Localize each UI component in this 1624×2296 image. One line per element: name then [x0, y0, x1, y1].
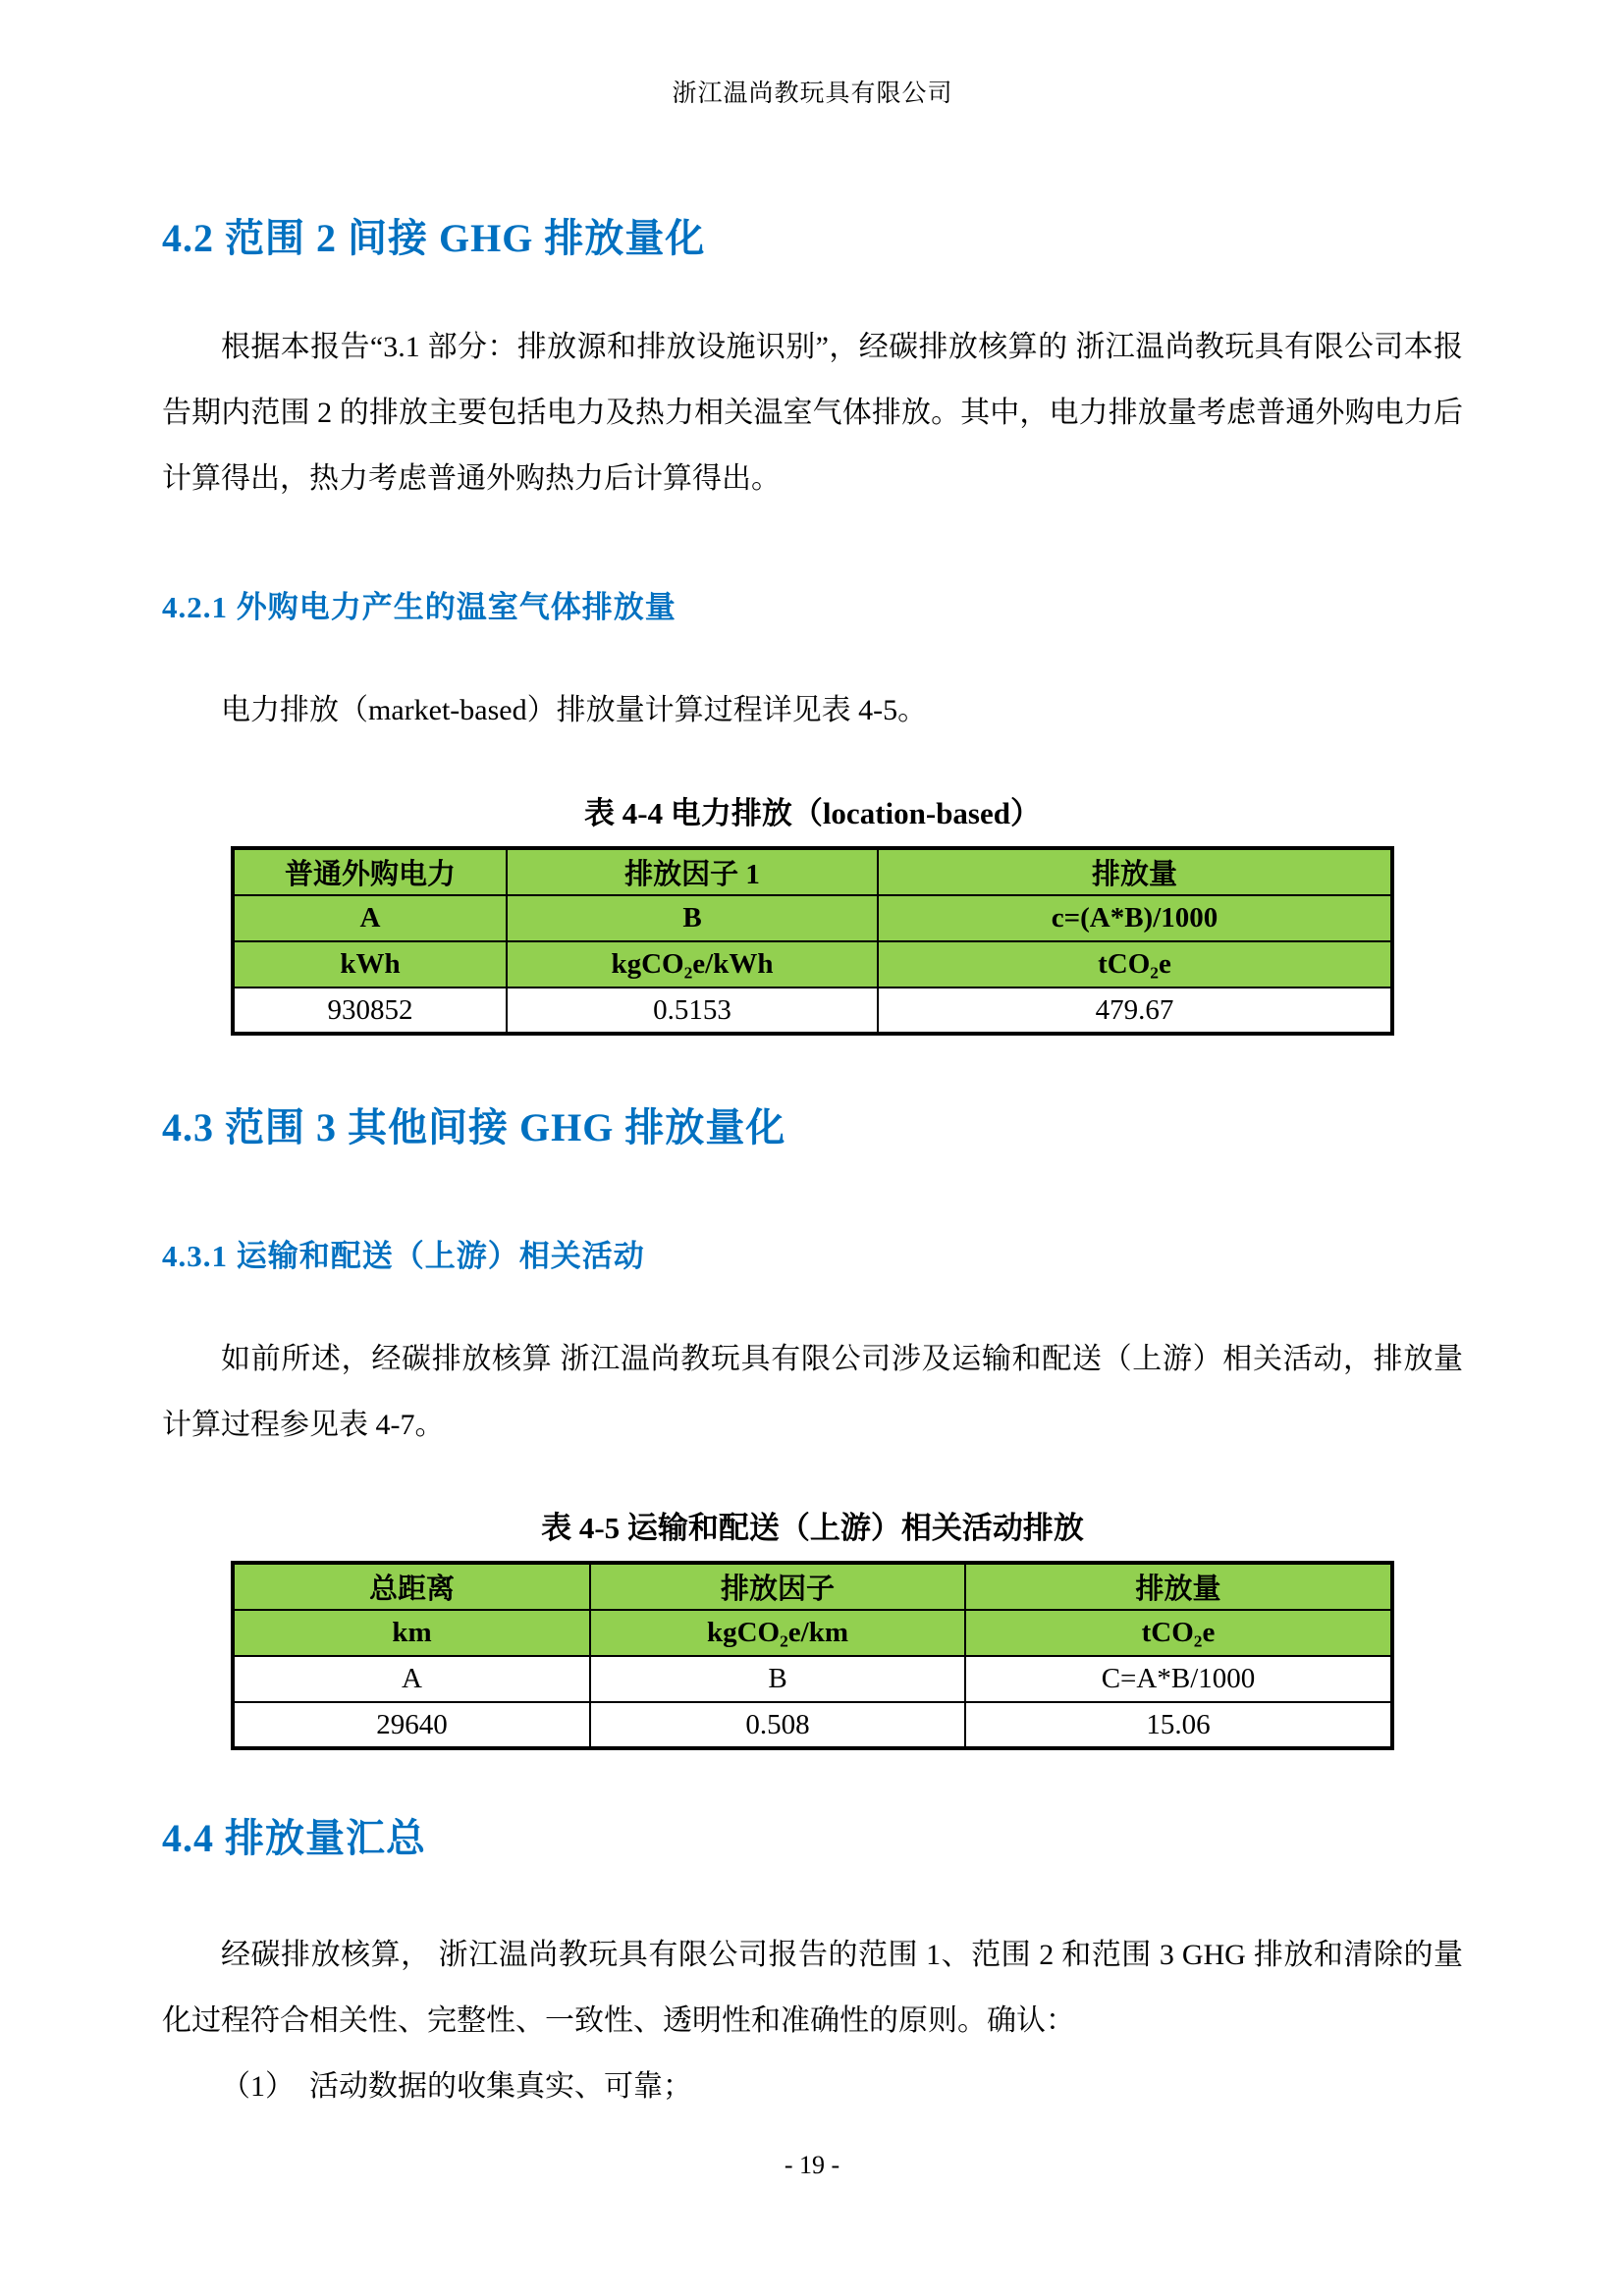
paragraph-4-4: 经碳排放核算， 浙江温尚教玩具有限公司报告的范围 1、范围 2 和范围 3 GHG 排放和清除的量化过程符合相关性、完整性、一致性、透明性和准确性的原则。确认：	[162, 1939, 1463, 2037]
table-cell: B	[507, 895, 878, 941]
table-cell: 479.67	[878, 988, 1392, 1034]
table-cell: 29640	[233, 1702, 590, 1748]
section-heading-4-2: 4.2 范围 2 间接 GHG 排放量化	[162, 216, 706, 260]
table-cell: A	[233, 895, 507, 941]
table-row	[233, 941, 1392, 988]
table-row	[233, 1610, 1392, 1656]
table-row	[233, 848, 1392, 895]
table-cell: 普通外购电力	[233, 848, 507, 895]
table-row	[233, 895, 1392, 941]
table-cell: 15.06	[965, 1702, 1392, 1748]
paragraph-4-3-1: 如前所述，经碳排放核算 浙江温尚教玩具有限公司涉及运输和配送（上游）相关活动，排放量计算过程参见表 4-7。	[162, 1343, 1463, 1441]
paragraph-4-2-1: 电力排放（market-based）排放量计算过程详见表 4-5。	[221, 694, 928, 726]
table-cell: tCO₂e	[965, 1610, 1392, 1656]
section-heading-4-3-1: 4.3.1 运输和配送（上游）相关活动	[162, 1239, 645, 1273]
table-cell: B	[590, 1656, 965, 1702]
table-cell: 930852	[233, 988, 507, 1034]
section-heading-4-4: 4.4 排放量汇总	[162, 1816, 426, 1860]
table-row	[233, 1563, 1392, 1610]
table-cell: km	[233, 1610, 590, 1656]
table-cell: 排放因子	[590, 1563, 965, 1610]
table-4-4	[231, 846, 1394, 1036]
table-cell: C=A*B/1000	[965, 1656, 1392, 1702]
list-item-1: （1） 活动数据的收集真实、可靠；	[221, 2070, 692, 2103]
paragraph-4-2: 根据本报告“3.1 部分：排放源和排放设施识别”，经碳排放核算的 浙江温尚教玩具有限公司本报告期内范围 2 的排放主要包括电力及热力相关温室气体排放。其中，电力排放量考虑普通外购电力后计算得出，热力考虑普通外购热力后计算得出。	[162, 331, 1463, 495]
table-row	[233, 1656, 1392, 1702]
table-row	[233, 988, 1392, 1034]
table-cell: 排放量	[878, 848, 1392, 895]
table-cell: 排放量	[965, 1563, 1392, 1610]
section-heading-4-3: 4.3 范围 3 其他间接 GHG 排放量化	[162, 1105, 786, 1149]
page-number: - 19 -	[784, 2151, 840, 2179]
table-cell: 0.508	[590, 1702, 965, 1748]
table-cell: kgCO₂e/kWh	[507, 941, 878, 988]
table-cell: 排放因子 1	[507, 848, 878, 895]
table-cell: A	[233, 1656, 590, 1702]
table-cell: tCO₂e	[878, 941, 1392, 988]
table-4-5-caption: 表 4-5 运输和配送（上游）相关活动排放	[541, 1511, 1084, 1545]
table-cell: kWh	[233, 941, 507, 988]
page-header-company: 浙江温尚教玩具有限公司	[672, 80, 953, 107]
table-4-4-caption: 表 4-4 电力排放（location-based）	[584, 796, 1041, 830]
table-4-5	[231, 1561, 1394, 1750]
table-cell: c=(A*B)/1000	[878, 895, 1392, 941]
table-row	[233, 1702, 1392, 1748]
table-cell: kgCO₂e/km	[590, 1610, 965, 1656]
table-cell: 总距离	[233, 1563, 590, 1610]
section-heading-4-2-1: 4.2.1 外购电力产生的温室气体排放量	[162, 590, 677, 624]
table-cell: 0.5153	[507, 988, 878, 1034]
